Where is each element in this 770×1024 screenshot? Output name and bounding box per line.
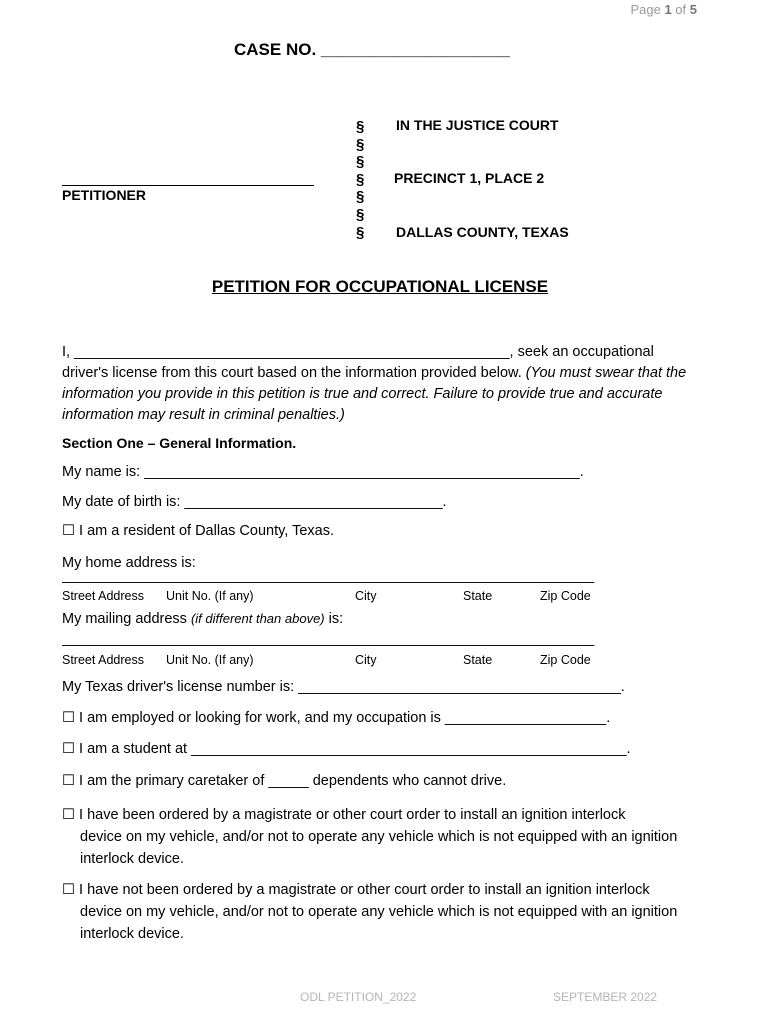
interlock-not-ordered-text: ☐ I have not been ordered by a magistrate or other court order to install an ignition interlock xyxy=(62,882,650,898)
section-symbol: § xyxy=(356,153,365,171)
court-precinct: PRECINCT 1, PLACE 2 xyxy=(394,170,545,186)
section-symbol: § xyxy=(356,205,365,223)
page-current: 1 xyxy=(664,2,672,17)
intro-paragraph xyxy=(62,342,702,426)
intro-warning: (You must swear that the information you provide in this petition is true and correct. Failure to provide true and accurate information may result in criminal penalties.) xyxy=(62,365,687,423)
section-symbol: § xyxy=(356,223,365,241)
student-checkbox[interactable]: ☐ I am a student at ______________________________________________________. xyxy=(62,741,631,757)
section-symbol: § xyxy=(356,135,365,153)
caretaker-checkbox[interactable]: ☐ I am the primary caretaker of _____ dependents who cannot drive. xyxy=(62,773,507,789)
home-city-label: City xyxy=(355,589,377,603)
home-street-label: Street Address xyxy=(62,589,144,603)
employed-checkbox[interactable]: ☐ I am employed or looking for work, and my occupation is ____________________. xyxy=(62,710,611,726)
page-total: 5 xyxy=(689,2,697,17)
mailing-address-label xyxy=(62,611,343,627)
dob-field[interactable]: My date of birth is: ________________________________. xyxy=(62,494,447,510)
home-unit-label: Unit No. (If any) xyxy=(166,589,254,603)
mailing-address-line[interactable]: __________________________________________________________________ xyxy=(62,631,595,647)
intro-text: I, ______________________________________________________, seek an occupational driver's license from this court based on the information provided below. xyxy=(62,344,654,381)
court-county: DALLAS COUNTY, TEXAS xyxy=(396,224,569,240)
mail-unit-label: Unit No. (If any) xyxy=(166,653,254,667)
interlock-ordered-cont: device on my vehicle, and/or not to operate any vehicle which is not equipped with an ignition interlock device. xyxy=(80,829,678,867)
mailing-note: (if different than above) xyxy=(190,611,325,626)
mailing-prefix: My mailing address xyxy=(62,611,191,627)
home-address-label: My home address is: xyxy=(62,555,196,571)
court-name: IN THE JUSTICE COURT xyxy=(396,117,559,133)
license-number-field[interactable]: My Texas driver's license number is: ________________________________________. xyxy=(62,679,625,695)
home-zip-label: Zip Code xyxy=(540,589,591,603)
section-one-heading: Section One – General Information. xyxy=(62,435,297,451)
document-title: PETITION FOR OCCUPATIONAL LICENSE xyxy=(211,277,549,296)
interlock-not-ordered-checkbox[interactable] xyxy=(62,879,702,945)
section-symbol: § xyxy=(356,170,365,188)
case-number: CASE NO. ____________________ xyxy=(234,40,510,59)
mailing-suffix: is: xyxy=(324,611,344,627)
mail-state-label: State xyxy=(463,653,493,667)
section-symbols xyxy=(356,118,370,241)
footer-form-id: ODL PETITION_2022 xyxy=(300,990,417,1004)
mail-zip-label: Zip Code xyxy=(540,653,591,667)
name-field[interactable]: My name is: ______________________________________________________. xyxy=(62,464,584,480)
petitioner-label: PETITIONER xyxy=(62,187,147,203)
page-of: of xyxy=(675,2,687,17)
page-number xyxy=(630,2,697,17)
interlock-ordered-text: ☐ I have been ordered by a magistrate or other court order to install an ignition interlock xyxy=(62,807,626,823)
section-symbol: § xyxy=(356,188,365,206)
home-state-label: State xyxy=(463,589,493,603)
petitioner-signature-line[interactable] xyxy=(62,185,314,186)
resident-checkbox[interactable]: ☐ I am a resident of Dallas County, Texas. xyxy=(62,523,334,539)
mail-city-label: City xyxy=(355,653,377,667)
interlock-not-ordered-cont: device on my vehicle, and/or not to operate any vehicle which is not equipped with an ignition interlock device. xyxy=(80,904,678,942)
section-symbol: § xyxy=(356,118,365,135)
footer-date: SEPTEMBER 2022 xyxy=(553,990,658,1004)
mail-street-label: Street Address xyxy=(62,653,144,667)
home-address-line[interactable]: __________________________________________________________________ xyxy=(62,568,595,584)
interlock-ordered-checkbox[interactable] xyxy=(62,804,702,870)
page-prefix: Page xyxy=(630,2,661,17)
